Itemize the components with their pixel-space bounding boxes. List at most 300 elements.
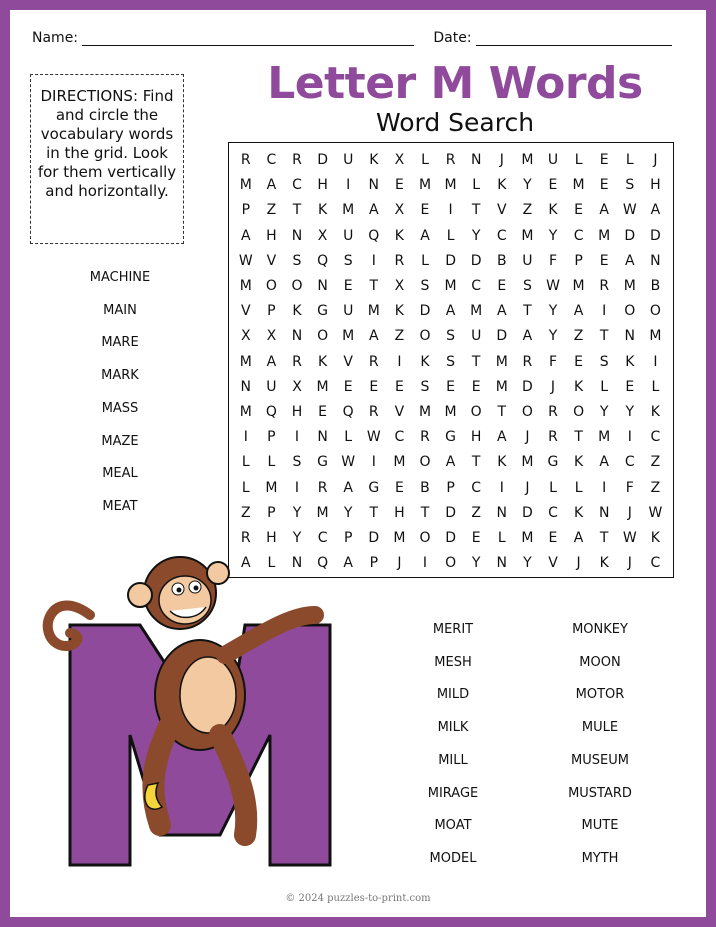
grid-letter[interactable]: R <box>599 278 610 294</box>
grid-letter[interactable]: J <box>627 555 632 572</box>
grid-letter[interactable]: G <box>547 454 559 471</box>
grid-letter[interactable]: A <box>343 479 353 496</box>
grid-letter[interactable]: N <box>317 278 328 294</box>
grid-letter[interactable]: L <box>574 152 583 168</box>
grid-letter[interactable]: E <box>497 278 507 294</box>
word-search-grid[interactable] <box>228 142 674 578</box>
grid-letter[interactable]: G <box>317 454 329 471</box>
grid-letter[interactable]: H <box>266 227 277 244</box>
grid-letter[interactable]: W <box>546 278 560 294</box>
grid-letter[interactable]: G <box>445 429 457 446</box>
grid-letter[interactable]: V <box>497 202 507 219</box>
grid-letter[interactable]: A <box>369 328 379 345</box>
grid-letter[interactable]: L <box>497 530 506 546</box>
grid-letter[interactable]: P <box>267 303 276 320</box>
grid-letter[interactable]: L <box>600 378 609 395</box>
grid-letter[interactable]: K <box>318 353 328 370</box>
name-label: Name: <box>32 30 79 46</box>
grid-letter[interactable]: N <box>496 555 508 572</box>
grid-letter[interactable]: E <box>369 378 379 395</box>
grid-letter[interactable]: O <box>265 278 277 294</box>
grid-letter[interactable]: Z <box>471 504 481 521</box>
grid-letter[interactable]: M <box>239 177 252 194</box>
grid-letter[interactable]: K <box>497 454 507 471</box>
grid-letter[interactable]: M <box>495 378 508 395</box>
grid-letter[interactable]: Y <box>523 177 532 194</box>
grid-letter[interactable]: E <box>343 278 353 294</box>
grid-letter[interactable]: J <box>550 378 556 395</box>
grid-letter[interactable]: L <box>267 555 276 572</box>
grid-letter[interactable]: D <box>650 227 661 244</box>
grid-letter[interactable]: V <box>241 303 251 320</box>
grid-letter[interactable]: P <box>369 555 379 572</box>
grid-letter[interactable]: K <box>599 555 609 572</box>
grid-letter[interactable]: K <box>574 378 584 395</box>
grid-letter[interactable]: A <box>497 303 507 320</box>
grid-letter[interactable]: K <box>420 353 430 370</box>
grid-letter[interactable]: L <box>267 454 276 471</box>
grid-letter[interactable]: K <box>650 530 660 546</box>
grid-letter[interactable]: N <box>368 177 380 194</box>
grid-letter[interactable]: E <box>318 404 328 420</box>
grid-letter[interactable]: L <box>651 378 660 395</box>
grid-letter[interactable]: C <box>317 530 328 546</box>
grid-letter[interactable]: J <box>499 152 504 168</box>
grid-letter[interactable]: M <box>393 530 406 546</box>
grid-letter[interactable]: E <box>471 530 481 546</box>
grid-letter[interactable]: C <box>471 278 482 294</box>
grid-letter[interactable]: N <box>496 504 508 521</box>
grid-letter[interactable]: E <box>574 202 584 219</box>
grid-letter[interactable]: R <box>292 152 302 168</box>
grid-letter[interactable]: P <box>267 504 276 521</box>
grid-letter[interactable]: A <box>420 227 430 244</box>
grid-letter[interactable]: F <box>548 252 558 269</box>
grid-letter[interactable]: S <box>446 328 456 345</box>
grid-letter[interactable]: R <box>445 152 456 168</box>
grid-letter[interactable]: I <box>294 479 300 496</box>
grid-letter[interactable]: M <box>342 328 355 345</box>
grid-letter[interactable]: I <box>243 429 248 446</box>
grid-letter[interactable]: M <box>418 177 432 194</box>
grid-letter[interactable]: K <box>497 177 507 194</box>
grid-letter[interactable]: M <box>239 278 252 294</box>
grid-letter[interactable]: K <box>548 202 558 219</box>
grid-letter[interactable]: S <box>292 454 302 471</box>
grid-letter[interactable]: K <box>394 303 404 320</box>
grid-letter[interactable]: L <box>446 227 455 244</box>
grid-letter[interactable]: U <box>343 303 354 320</box>
grid-letter[interactable]: W <box>622 530 637 546</box>
grid-letter[interactable]: P <box>241 202 251 219</box>
grid-letter[interactable]: C <box>650 555 661 572</box>
grid-letter[interactable]: D <box>368 530 380 546</box>
grid-letter[interactable]: K <box>574 454 584 471</box>
grid-letter[interactable]: D <box>419 303 431 320</box>
grid-letter[interactable]: I <box>371 252 376 269</box>
word-list-item: MESH <box>434 654 472 670</box>
grid-letter[interactable]: T <box>471 202 481 219</box>
grid-letter[interactable]: T <box>599 328 609 345</box>
grid-letter[interactable]: E <box>599 252 609 269</box>
grid-letter[interactable]: J <box>525 429 530 446</box>
grid-letter[interactable]: I <box>653 353 658 370</box>
grid-letter[interactable]: R <box>368 404 379 420</box>
grid-letter[interactable]: I <box>602 303 607 320</box>
grid-letter[interactable]: R <box>317 479 328 496</box>
grid-letter[interactable]: E <box>599 152 609 168</box>
grid-letter[interactable]: C <box>292 177 302 194</box>
grid-letter[interactable]: Y <box>548 303 558 320</box>
grid-letter[interactable]: E <box>446 378 456 395</box>
grid-letter[interactable]: L <box>241 454 250 471</box>
grid-letter[interactable]: N <box>291 227 303 244</box>
grid-letter[interactable]: E <box>420 202 430 219</box>
grid-letter[interactable]: S <box>625 177 635 194</box>
grid-letter[interactable]: A <box>241 555 251 572</box>
grid-letter[interactable]: X <box>394 152 405 168</box>
grid-letter[interactable]: A <box>369 202 379 219</box>
grid-letter[interactable]: O <box>573 404 585 420</box>
grid-letter[interactable]: E <box>343 378 353 395</box>
grid-letter[interactable]: T <box>420 504 430 521</box>
grid-letter[interactable]: K <box>650 404 660 420</box>
grid-letter[interactable]: M <box>598 429 611 446</box>
grid-letter[interactable]: L <box>549 479 557 496</box>
grid-letter[interactable]: R <box>240 530 251 546</box>
name-field[interactable] <box>82 45 414 46</box>
grid-letter[interactable]: Z <box>573 328 584 345</box>
grid-letter[interactable]: P <box>343 530 353 546</box>
grid-letter[interactable]: B <box>650 278 661 294</box>
grid-letter[interactable]: E <box>471 378 481 395</box>
grid-letter[interactable]: A <box>650 202 661 219</box>
grid-letter[interactable]: X <box>394 202 405 219</box>
grid-letter[interactable]: R <box>368 353 379 370</box>
grid-letter[interactable]: A <box>522 328 533 345</box>
grid-letter[interactable]: L <box>241 479 250 496</box>
grid-letter[interactable]: O <box>445 555 457 572</box>
grid-letter[interactable]: Q <box>342 404 354 420</box>
grid-letter[interactable]: L <box>472 177 481 194</box>
grid-letter[interactable]: H <box>650 177 661 194</box>
grid-letter[interactable]: A <box>573 530 584 546</box>
grid-letter[interactable]: R <box>240 152 251 168</box>
grid-letter[interactable]: Z <box>522 202 533 219</box>
grid-letter[interactable]: E <box>548 530 558 546</box>
grid-letter[interactable]: M <box>521 227 534 244</box>
grid-letter[interactable]: V <box>343 353 353 370</box>
grid-letter[interactable]: T <box>369 504 379 521</box>
grid-letter[interactable]: M <box>495 353 508 370</box>
grid-letter[interactable]: S <box>292 252 302 269</box>
grid-letter[interactable]: O <box>624 303 636 320</box>
grid-letter[interactable]: T <box>599 530 609 546</box>
grid-letter[interactable]: R <box>522 353 533 370</box>
grid-letter[interactable]: P <box>574 252 583 269</box>
date-field[interactable] <box>476 45 672 46</box>
grid-letter[interactable]: M <box>316 504 329 521</box>
grid-letter[interactable]: P <box>267 429 276 446</box>
grid-letter[interactable]: C <box>573 227 584 244</box>
grid-letter[interactable]: R <box>420 429 430 446</box>
grid-letter[interactable]: H <box>470 429 482 446</box>
grid-letter[interactable]: E <box>548 177 558 194</box>
grid-letter[interactable]: Y <box>471 227 481 244</box>
grid-letter[interactable]: M <box>649 328 662 345</box>
grid-letter[interactable]: D <box>496 328 508 345</box>
grid-letter[interactable]: F <box>548 353 558 370</box>
grid-letter[interactable]: O <box>317 328 329 345</box>
page-title: Letter M Words <box>267 58 643 109</box>
grid-letter[interactable]: J <box>627 504 632 521</box>
grid-letter[interactable]: C <box>471 479 482 496</box>
grid-letter[interactable]: Y <box>625 404 635 420</box>
grid-letter[interactable]: E <box>625 378 635 395</box>
grid-letter[interactable]: Y <box>292 530 302 546</box>
grid-letter[interactable]: N <box>291 555 303 572</box>
grid-letter[interactable]: C <box>266 152 277 168</box>
grid-letter[interactable]: Q <box>368 227 380 244</box>
grid-letter[interactable]: A <box>266 353 277 370</box>
grid-letter[interactable]: A <box>241 227 251 244</box>
grid-letter[interactable]: T <box>523 303 532 320</box>
grid-letter[interactable]: A <box>266 177 277 194</box>
grid-row <box>229 299 673 325</box>
grid-letter[interactable]: L <box>344 429 353 446</box>
grid-letter[interactable]: M <box>444 278 457 294</box>
word-list-item: MODEL <box>429 850 477 866</box>
grid-letter[interactable]: I <box>422 555 428 572</box>
grid-letter[interactable]: D <box>522 504 533 521</box>
grid-letter[interactable]: A <box>573 303 584 320</box>
grid-letter[interactable]: Y <box>599 404 609 420</box>
grid-letter[interactable]: N <box>317 429 328 446</box>
grid-letter[interactable]: W <box>366 429 381 446</box>
grid-letter[interactable]: E <box>574 353 584 370</box>
grid-letter[interactable]: I <box>371 454 376 471</box>
grid-letter[interactable]: E <box>394 479 404 496</box>
grid-letter[interactable]: M <box>265 479 278 496</box>
grid-letter[interactable]: M <box>623 278 636 294</box>
grid-letter[interactable]: F <box>625 479 634 496</box>
grid-letter[interactable]: X <box>317 227 328 244</box>
grid-letter[interactable]: N <box>624 328 636 345</box>
grid-letter[interactable]: U <box>266 378 277 395</box>
grid-letter[interactable]: M <box>470 303 483 320</box>
grid-letter[interactable]: A <box>445 454 456 471</box>
grid-letter[interactable]: A <box>599 454 609 471</box>
grid-letter[interactable]: R <box>548 404 558 420</box>
grid-letter[interactable]: M <box>393 454 406 471</box>
grid-letter[interactable]: Z <box>650 454 661 471</box>
grid-letter[interactable]: J <box>525 479 530 496</box>
grid-letter[interactable]: D <box>317 152 328 168</box>
grid-letter[interactable]: A <box>497 429 507 446</box>
grid-letter[interactable]: S <box>446 353 456 370</box>
grid-letter[interactable]: H <box>394 504 405 521</box>
grid-letter[interactable]: G <box>317 303 329 320</box>
grid-letter[interactable]: U <box>343 227 354 244</box>
grid-letter[interactable]: A <box>445 303 456 320</box>
grid-letter[interactable]: O <box>419 454 431 471</box>
grid-letter[interactable]: W <box>238 252 253 269</box>
grid-letter[interactable]: O <box>419 328 431 345</box>
grid-letter[interactable]: S <box>343 252 353 269</box>
grid-letter[interactable]: H <box>317 177 328 194</box>
grid-letter[interactable]: M <box>444 177 457 194</box>
grid-letter[interactable]: O <box>419 530 431 546</box>
grid-letter[interactable]: I <box>602 479 607 496</box>
grid-letter[interactable]: I <box>397 353 402 370</box>
grid-letter[interactable]: C <box>650 429 661 446</box>
grid-letter[interactable]: G <box>368 479 380 496</box>
grid-letter[interactable]: D <box>470 252 482 269</box>
grid-letter[interactable]: A <box>625 252 635 269</box>
grid-letter[interactable]: N <box>650 252 661 269</box>
grid-letter[interactable]: B <box>420 479 430 496</box>
grid-letter[interactable]: M <box>572 278 585 294</box>
grid-letter[interactable]: K <box>574 504 584 521</box>
grid-letter[interactable]: Z <box>241 504 251 521</box>
grid-letter[interactable]: C <box>624 454 635 471</box>
grid-letter[interactable]: O <box>291 278 303 294</box>
grid-letter[interactable]: M <box>444 404 457 420</box>
grid-letter[interactable]: V <box>266 252 277 269</box>
grid-letter[interactable]: D <box>522 378 533 395</box>
grid-letter[interactable]: E <box>599 177 609 194</box>
grid-letter[interactable]: K <box>625 353 635 370</box>
grid-letter[interactable]: L <box>421 252 429 269</box>
grid-letter[interactable]: D <box>445 504 456 521</box>
grid-letter[interactable]: Y <box>471 555 481 572</box>
grid-letter[interactable]: M <box>367 303 380 320</box>
grid-letter[interactable]: T <box>369 278 379 294</box>
grid-letter[interactable]: R <box>292 353 302 370</box>
grid-letter[interactable]: M <box>521 530 534 546</box>
grid-letter[interactable]: A <box>343 555 353 572</box>
grid-letter[interactable]: J <box>576 555 581 572</box>
grid-letter[interactable]: L <box>625 152 634 168</box>
grid-letter[interactable]: T <box>574 429 583 446</box>
grid-letter[interactable]: U <box>471 328 482 345</box>
grid-letter[interactable]: O <box>521 404 533 420</box>
grid-letter[interactable]: J <box>653 152 658 168</box>
grid-letter[interactable]: S <box>420 378 430 395</box>
grid-letter[interactable]: X <box>241 328 251 345</box>
grid-letter[interactable]: N <box>598 504 610 521</box>
grid-letter[interactable]: X <box>394 278 405 294</box>
grid-letter[interactable]: M <box>572 177 585 194</box>
grid-letter[interactable]: N <box>470 152 482 168</box>
grid-letter[interactable]: C <box>394 429 405 446</box>
grid-letter[interactable]: Y <box>292 504 302 521</box>
grid-letter[interactable]: S <box>420 278 430 294</box>
grid-letter[interactable]: I <box>448 202 453 219</box>
grid-letter[interactable]: M <box>598 227 611 244</box>
grid-letter[interactable]: U <box>343 152 354 168</box>
grid-letter[interactable]: M <box>418 404 432 420</box>
grid-letter[interactable]: D <box>445 530 456 546</box>
grid-letter[interactable]: T <box>292 202 302 219</box>
grid-letter[interactable]: M <box>342 202 355 219</box>
grid-letter[interactable]: S <box>522 278 532 294</box>
grid-letter[interactable]: M <box>521 152 534 168</box>
grid-letter[interactable]: T <box>471 454 481 471</box>
grid-letter[interactable]: L <box>574 479 583 496</box>
grid-letter[interactable]: S <box>599 353 609 370</box>
grid-letter[interactable]: M <box>521 454 534 471</box>
grid-letter[interactable]: W <box>648 504 663 521</box>
grid-letter[interactable]: O <box>649 303 661 320</box>
grid-letter[interactable]: K <box>318 202 328 219</box>
grid-letter[interactable]: O <box>470 404 482 420</box>
grid-letter[interactable]: I <box>346 177 351 194</box>
grid-letter[interactable]: N <box>291 328 303 345</box>
grid-letter[interactable]: I <box>499 479 504 496</box>
grid-letter[interactable]: M <box>316 378 329 395</box>
grid-letter[interactable]: D <box>445 252 456 269</box>
grid-letter[interactable]: C <box>548 504 558 521</box>
grid-letter[interactable]: K <box>394 227 404 244</box>
grid-letter[interactable]: R <box>394 252 405 269</box>
grid-letter[interactable]: T <box>497 404 507 420</box>
grid-letter[interactable]: R <box>548 429 558 446</box>
directions-box: DIRECTIONS: Find and circle the vocabulary words in the grid. Look for them vertically and horizontally. <box>30 74 184 244</box>
grid-letter[interactable]: B <box>496 252 507 269</box>
grid-letter[interactable]: Q <box>317 555 329 572</box>
grid-letter[interactable]: E <box>394 378 404 395</box>
grid-letter[interactable]: U <box>522 252 533 269</box>
grid-letter[interactable]: W <box>622 202 637 219</box>
grid-letter[interactable]: K <box>292 303 302 320</box>
grid-letter[interactable]: X <box>292 378 302 395</box>
grid-letter[interactable]: M <box>239 353 252 370</box>
grid-letter[interactable]: I <box>294 429 300 446</box>
grid-letter[interactable]: Z <box>650 479 661 496</box>
grid-letter[interactable]: Y <box>343 504 353 521</box>
grid-letter[interactable]: H <box>291 404 303 420</box>
grid-letter[interactable]: A <box>599 202 609 219</box>
grid-letter[interactable]: Q <box>265 404 277 420</box>
grid-letter[interactable]: V <box>394 404 405 420</box>
grid-letter[interactable]: E <box>394 177 404 194</box>
grid-letter[interactable]: Y <box>548 328 558 345</box>
grid-letter[interactable]: M <box>239 404 252 420</box>
grid-row <box>229 274 673 300</box>
grid-letter[interactable]: D <box>624 227 636 244</box>
grid-letter[interactable]: T <box>471 353 481 370</box>
grid-letter[interactable]: Z <box>394 328 405 345</box>
grid-letter[interactable]: V <box>548 555 558 572</box>
grid-letter[interactable]: J <box>397 555 402 572</box>
grid-letter[interactable]: Y <box>548 227 558 244</box>
grid-letter[interactable]: W <box>341 454 356 471</box>
grid-letter[interactable]: I <box>627 429 632 446</box>
grid-letter[interactable]: K <box>369 152 379 168</box>
grid-letter[interactable]: Z <box>266 202 277 219</box>
grid-letter[interactable]: X <box>266 328 277 345</box>
grid-letter[interactable]: N <box>240 378 252 395</box>
grid-letter[interactable]: C <box>496 227 507 244</box>
grid-letter[interactable]: U <box>547 152 559 168</box>
word-list-item: MILL <box>438 752 468 768</box>
grid-letter[interactable]: P <box>446 479 455 496</box>
grid-letter[interactable]: Y <box>523 555 532 572</box>
grid-letter[interactable]: L <box>421 152 429 168</box>
grid-letter[interactable]: Q <box>317 252 329 269</box>
grid-letter[interactable]: H <box>266 530 277 546</box>
